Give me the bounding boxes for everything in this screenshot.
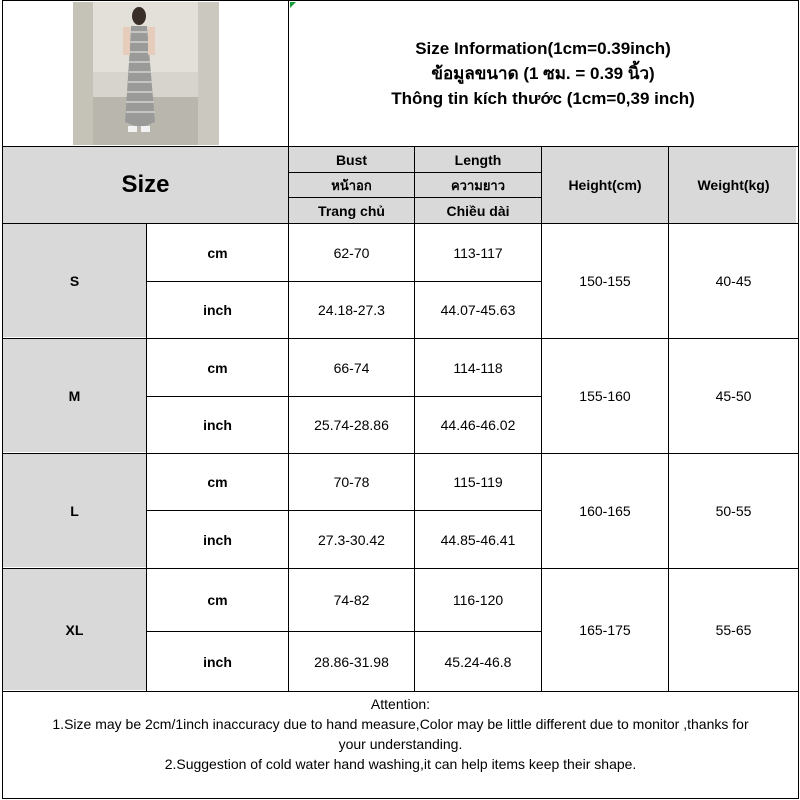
model-photo-illustration bbox=[73, 2, 219, 145]
length-header-en: Length bbox=[454, 151, 502, 168]
unit-cm: cm bbox=[207, 359, 228, 376]
length-header-vi: Chiều dài bbox=[446, 202, 510, 219]
size-header: Size bbox=[121, 171, 170, 198]
bust-inch-m: 25.74-28.86 bbox=[314, 417, 389, 433]
title-line-th: ข้อมูลขนาด (1 ซม. = 0.39 นิ้ว) bbox=[431, 64, 655, 83]
height-header: Height(cm) bbox=[568, 177, 642, 193]
size-label-l: L bbox=[70, 503, 79, 519]
length-cm-s: 113-117 bbox=[453, 244, 503, 261]
title-line-en: Size Information(1cm=0.39inch) bbox=[415, 39, 671, 58]
title-line-vi: Thông tin kích thước (1cm=0,39 inch) bbox=[391, 89, 695, 108]
border-bottom bbox=[2, 798, 799, 799]
length-cm-xl: 116-120 bbox=[452, 592, 504, 608]
attention-line-2: 2.Suggestion of cold water hand washing,it can help items keep their shape. bbox=[164, 756, 637, 772]
size-label-s: S bbox=[69, 273, 80, 289]
weight-l: 50-55 bbox=[715, 503, 752, 519]
bust-inch-s: 24.18-27.3 bbox=[318, 302, 385, 318]
unit-cm: cm bbox=[207, 474, 228, 490]
bust-inch-l: 27.3-30.42 bbox=[318, 531, 385, 548]
bust-inch-xl: 28.86-31.98 bbox=[314, 653, 389, 670]
unit-cm: cm bbox=[207, 592, 228, 608]
unit-inch: inch bbox=[203, 302, 232, 318]
size-information-title bbox=[290, 36, 796, 111]
unit-inch: inch bbox=[203, 531, 232, 548]
length-inch-m: 44.46-46.02 bbox=[440, 417, 516, 433]
weight-header: Weight(kg) bbox=[697, 177, 770, 193]
bust-cm-m: 66-74 bbox=[333, 359, 370, 376]
size-label-m: M bbox=[68, 388, 81, 404]
border-right bbox=[798, 0, 799, 799]
corner-mark-icon bbox=[290, 2, 296, 8]
weight-s: 40-45 bbox=[715, 273, 752, 289]
border-top bbox=[2, 0, 799, 1]
bust-cm-s: 62-70 bbox=[333, 244, 370, 261]
weight-xl: 55-65 bbox=[715, 622, 752, 638]
length-cm-l: 115-119 bbox=[453, 474, 503, 490]
length-inch-xl: 45.24-46.8 bbox=[444, 653, 512, 670]
height-l: 160-165 bbox=[579, 503, 631, 519]
unit-inch: inch bbox=[203, 417, 232, 433]
height-s: 150-155 bbox=[579, 273, 631, 289]
unit-inch: inch bbox=[203, 653, 232, 670]
title-divider bbox=[288, 0, 289, 146]
product-photo bbox=[73, 2, 219, 145]
bust-header-en: Bust bbox=[335, 151, 368, 168]
bust-cm-xl: 74-82 bbox=[333, 592, 370, 608]
unit-cm: cm bbox=[207, 244, 228, 261]
attention-title: Attention: bbox=[370, 696, 431, 712]
length-header-th: ความยาว bbox=[450, 177, 506, 193]
height-xl: 165-175 bbox=[579, 622, 631, 638]
attention-line-1: 1.Size may be 2cm/1inch inaccuracy due to hand measure,Color may be little different due to monitor ,thanks for bbox=[52, 716, 749, 732]
size-label-xl: XL bbox=[65, 622, 84, 638]
attention-note bbox=[3, 694, 798, 774]
bust-header-vi: Trang chủ bbox=[318, 202, 385, 219]
length-inch-s: 44.07-45.63 bbox=[440, 302, 516, 318]
bust-header-th: หน้าอก bbox=[331, 177, 372, 193]
length-cm-m: 114-118 bbox=[453, 359, 503, 376]
weight-m: 45-50 bbox=[715, 388, 752, 404]
height-m: 155-160 bbox=[579, 388, 631, 404]
row-line-xl-end bbox=[2, 691, 799, 692]
length-inch-l: 44.85-46.41 bbox=[440, 531, 516, 548]
attention-line-1b: your understanding. bbox=[338, 736, 463, 752]
bust-cm-l: 70-78 bbox=[333, 474, 370, 490]
